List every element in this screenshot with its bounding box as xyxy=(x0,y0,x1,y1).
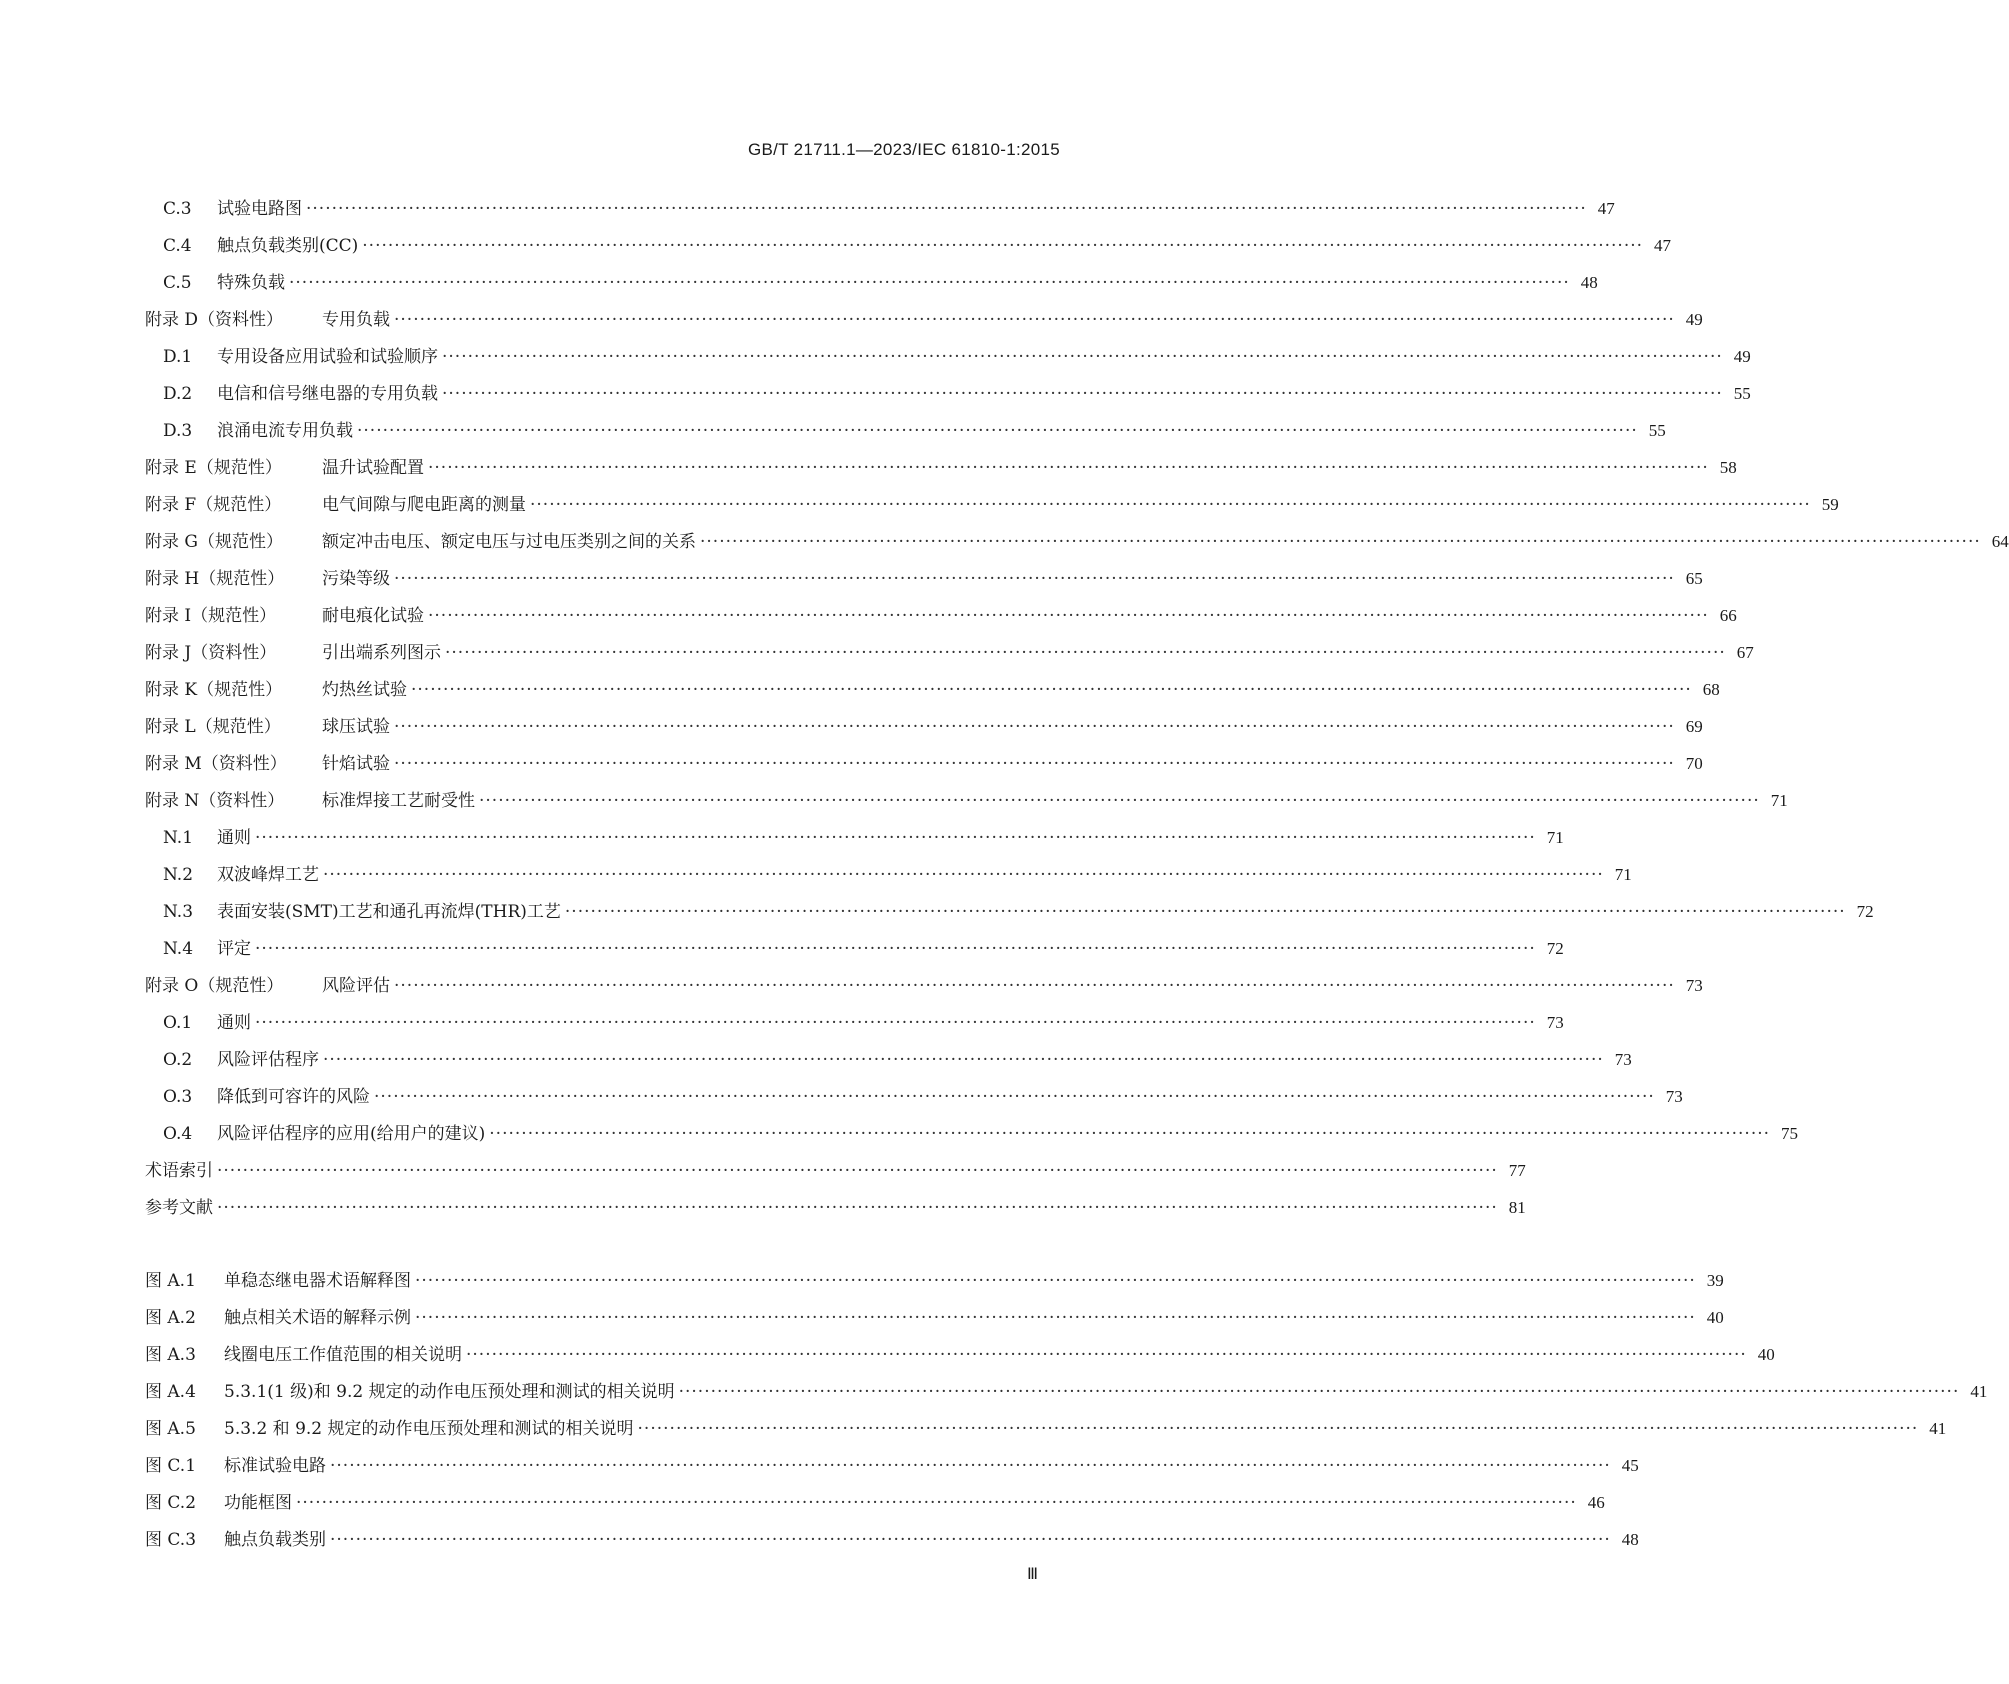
dot-leader: ········································································································································································································ xyxy=(442,347,1723,367)
dot-leader: ········································································································································································································ xyxy=(479,791,1760,811)
dot-leader: ········································································································································································································ xyxy=(306,199,1587,219)
toc-entry-page: 48 xyxy=(1580,273,1598,292)
toc-entry-title: 标准焊接工艺耐受性 xyxy=(322,791,475,811)
dot-leader: ········································································································································································································ xyxy=(394,754,1675,774)
toc-entry[interactable] xyxy=(145,190,1615,227)
figure-list-entry[interactable] xyxy=(145,1447,1639,1484)
toc-entry-title: 风险评估程序的应用(给用户的建议) xyxy=(217,1124,486,1144)
toc-entry-page: 67 xyxy=(1736,643,1754,662)
toc-entry-title: 5.3.1(1 级)和 9.2 规定的动作电压预处理和测试的相关说明 xyxy=(224,1382,675,1402)
toc-entry-page: 55 xyxy=(1733,384,1751,403)
dot-leader: ········································································································································································································ xyxy=(362,236,1644,256)
toc-entry-page: 64 xyxy=(1991,532,2009,551)
toc-entry-label: 图 C.2 xyxy=(145,1493,197,1513)
toc-entry-page: 72 xyxy=(1856,902,1874,921)
toc-entry-label: N.2 xyxy=(163,865,194,885)
toc-entry[interactable] xyxy=(145,782,1788,819)
toc-entry-title: 参考文献 xyxy=(145,1198,213,1218)
figure-list-entry[interactable] xyxy=(145,1336,1775,1373)
toc-entry[interactable] xyxy=(145,523,2009,560)
dot-leader: ········································································································································································································ xyxy=(357,421,1638,441)
toc-entry-title: 5.3.2 和 9.2 规定的动作电压预处理和测试的相关说明 xyxy=(224,1419,634,1439)
toc-entry-title: 球压试验 xyxy=(322,717,390,737)
toc-entry-label: N.4 xyxy=(163,939,194,959)
toc-entry-title: 电气间隙与爬电距离的测量 xyxy=(322,495,526,515)
toc-entry-label: D.3 xyxy=(163,421,193,441)
figure-list-entry[interactable] xyxy=(145,1410,1947,1447)
toc-entry-title: 风险评估程序 xyxy=(217,1050,319,1070)
toc-entry[interactable] xyxy=(145,856,1632,893)
toc-entry-title: 温升试验配置 xyxy=(322,458,424,478)
toc-entry-page: 81 xyxy=(1508,1198,1526,1217)
toc-entry-title: 触点负载类别(CC) xyxy=(217,236,359,256)
toc-entry-title: 特殊负载 xyxy=(217,273,285,293)
dot-leader: ········································································································································································································ xyxy=(415,1308,1696,1328)
toc-entry[interactable] xyxy=(145,449,1737,486)
dot-leader: ········································································································································································································ xyxy=(323,1050,1604,1070)
dot-leader: ········································································································································································································ xyxy=(428,458,1709,478)
toc-entry-label: N.1 xyxy=(163,828,194,848)
toc-entry-page: 47 xyxy=(1654,236,1672,255)
toc-entry-title: 针焰试验 xyxy=(322,754,390,774)
toc-entry-page: 55 xyxy=(1648,421,1666,440)
dot-leader: ········································································································································································································ xyxy=(394,976,1675,996)
toc-entry-label: C.3 xyxy=(163,199,192,219)
toc-entry[interactable] xyxy=(145,634,1754,671)
toc-entry-title: 专用负载 xyxy=(322,310,390,330)
dot-leader: ········································································································································································································ xyxy=(330,1530,1611,1550)
toc-entry-label: 附录 D（资料性） xyxy=(145,310,284,330)
toc-entry-label: O.2 xyxy=(163,1050,193,1070)
toc-entry-title: 评定 xyxy=(217,939,251,959)
toc-entry-label: O.1 xyxy=(163,1013,193,1033)
toc-entry-title: 灼热丝试验 xyxy=(322,680,407,700)
toc-entry-label: 图 A.4 xyxy=(145,1382,196,1402)
toc-entry-page: 77 xyxy=(1508,1161,1526,1180)
toc-entry[interactable] xyxy=(145,708,1703,745)
toc-entry-label: 附录 J（资料性） xyxy=(145,643,277,663)
dot-leader: ········································································································································································································ xyxy=(374,1087,1655,1107)
toc-entry-title: 线圈电压工作值范围的相关说明 xyxy=(224,1345,462,1365)
dot-leader: ········································································································································································································ xyxy=(394,717,1675,737)
toc-entry-label: 图 C.1 xyxy=(145,1456,197,1476)
dot-leader: ········································································································································································································ xyxy=(489,1124,1771,1144)
toc-entry-label: 附录 N（资料性） xyxy=(145,791,285,811)
toc-entry[interactable] xyxy=(145,560,1703,597)
toc-entry[interactable] xyxy=(145,486,1839,523)
toc-entry-page: 58 xyxy=(1719,458,1737,477)
dot-leader: ········································································································································································································ xyxy=(217,1161,1498,1181)
toc-entry-label: 附录 L（规范性） xyxy=(145,717,281,737)
toc-entry-label: 图 A.1 xyxy=(145,1271,196,1291)
figure-list-entry[interactable] xyxy=(145,1299,1724,1336)
dot-leader: ········································································································································································································ xyxy=(428,606,1709,626)
toc-entry-title: 表面安装(SMT)工艺和通孔再流焊(THR)工艺 xyxy=(217,902,561,922)
table-of-contents xyxy=(145,190,2009,1558)
dot-leader: ········································································································································································································ xyxy=(394,569,1675,589)
toc-entry-title: 降低到可容许的风险 xyxy=(217,1087,370,1107)
toc-entry-page: 73 xyxy=(1665,1087,1683,1106)
dot-leader: ········································································································································································································ xyxy=(296,1493,1577,1513)
toc-entry-title: 浪涌电流专用负载 xyxy=(217,421,353,441)
toc-entry[interactable] xyxy=(145,893,1874,930)
toc-entry[interactable] xyxy=(145,1078,1683,1115)
toc-entry-label: O.3 xyxy=(163,1087,193,1107)
toc-entry-page: 49 xyxy=(1685,310,1703,329)
toc-entry-title: 引出端系列图示 xyxy=(322,643,441,663)
toc-entry-label: 附录 E（规范性） xyxy=(145,458,282,478)
toc-entry-title: 试验电路图 xyxy=(217,199,302,219)
toc-entry[interactable] xyxy=(145,597,1737,634)
dot-leader: ········································································································································································································ xyxy=(564,902,1846,922)
toc-entry-label: C.4 xyxy=(163,236,192,256)
toc-entry[interactable] xyxy=(145,745,1703,782)
toc-entry-label: D.2 xyxy=(163,384,193,404)
dot-leader: ········································································································································································································ xyxy=(442,384,1723,404)
figure-list-entry[interactable] xyxy=(145,1373,1988,1410)
dot-leader: ········································································································································································································ xyxy=(394,310,1675,330)
toc-entry-label: 附录 O（规范性） xyxy=(145,976,284,996)
toc-entry-page: 72 xyxy=(1546,939,1564,958)
toc-entry-page: 73 xyxy=(1614,1050,1632,1069)
toc-entry-title: 术语索引 xyxy=(145,1161,213,1181)
toc-entry-page: 66 xyxy=(1719,606,1737,625)
dot-leader: ········································································································································································································ xyxy=(678,1382,1960,1402)
toc-entry-page: 39 xyxy=(1706,1271,1724,1290)
toc-entry-page: 73 xyxy=(1685,976,1703,995)
toc-entry-page: 71 xyxy=(1546,828,1564,847)
toc-entry-label: O.4 xyxy=(163,1124,193,1144)
dot-leader: ········································································································································································································ xyxy=(289,273,1570,293)
toc-entry-title: 风险评估 xyxy=(322,976,390,996)
toc-entry-page: 71 xyxy=(1770,791,1788,810)
toc-entry-title: 通则 xyxy=(217,1013,251,1033)
toc-entry-title: 触点负载类别 xyxy=(224,1530,326,1550)
toc-entry-page: 40 xyxy=(1706,1308,1724,1327)
toc-entry-title: 功能框图 xyxy=(224,1493,292,1513)
dot-leader: ········································································································································································································ xyxy=(255,1013,1536,1033)
dot-leader: ········································································································································································································ xyxy=(700,532,1981,552)
toc-entry-label: 图 C.3 xyxy=(145,1530,197,1550)
toc-entry-page: 70 xyxy=(1685,754,1703,773)
figure-list-entry[interactable] xyxy=(145,1262,1724,1299)
toc-entry-label: 附录 F（规范性） xyxy=(145,495,282,515)
toc-entry-label: 图 A.2 xyxy=(145,1308,196,1328)
toc-entry-page: 65 xyxy=(1685,569,1703,588)
toc-entry-label: 附录 K（规范性） xyxy=(145,680,283,700)
toc-entry[interactable] xyxy=(145,967,1703,1004)
toc-entry-page: 75 xyxy=(1781,1124,1799,1143)
toc-entry-page: 69 xyxy=(1685,717,1703,736)
toc-entry-label: 附录 G（规范性） xyxy=(145,532,283,552)
figure-list-entry[interactable] xyxy=(145,1521,1639,1558)
toc-entry-label: 附录 M（资料性） xyxy=(145,754,287,774)
toc-entry-title: 专用设备应用试验和试验顺序 xyxy=(217,347,438,367)
toc-entry[interactable] xyxy=(145,227,1672,264)
toc-entry-title: 额定冲击电压、额定电压与过电压类别之间的关系 xyxy=(322,532,696,552)
dot-leader: ········································································································································································································ xyxy=(466,1345,1747,1365)
toc-entry-title: 耐电痕化试验 xyxy=(322,606,424,626)
dot-leader: ········································································································································································································ xyxy=(415,1271,1696,1291)
toc-entry[interactable] xyxy=(145,1041,1632,1078)
toc-entry-title: 触点相关术语的解释示例 xyxy=(224,1308,411,1328)
toc-entry-page: 48 xyxy=(1621,1530,1639,1549)
toc-entry-label: 附录 H（规范性） xyxy=(145,569,285,589)
toc-entry-page: 49 xyxy=(1733,347,1751,366)
toc-entry[interactable] xyxy=(145,671,1720,708)
dot-leader: ········································································································································································································ xyxy=(255,939,1536,959)
toc-entry-page: 73 xyxy=(1546,1013,1564,1032)
toc-entry-title: 电信和信号继电器的专用负载 xyxy=(217,384,438,404)
toc-entry-label: D.1 xyxy=(163,347,193,367)
dot-leader: ········································································································································································································ xyxy=(217,1198,1498,1218)
toc-entry-page: 71 xyxy=(1614,865,1632,884)
toc-entry-title: 标准试验电路 xyxy=(224,1456,326,1476)
toc-entry-page: 45 xyxy=(1621,1456,1639,1475)
toc-entry-page: 40 xyxy=(1757,1345,1775,1364)
dot-leader: ········································································································································································································ xyxy=(330,1456,1611,1476)
toc-gap xyxy=(145,1226,1061,1262)
toc-entry-label: C.5 xyxy=(163,273,192,293)
toc-entry-page: 41 xyxy=(1929,1419,1947,1438)
dot-leader: ········································································································································································································ xyxy=(637,1419,1919,1439)
toc-entry-page: 46 xyxy=(1587,1493,1605,1512)
dot-leader: ········································································································································································································ xyxy=(530,495,1811,515)
toc-entry-page: 68 xyxy=(1702,680,1720,699)
toc-entry[interactable] xyxy=(145,301,1703,338)
toc-entry[interactable] xyxy=(145,264,1598,301)
dot-leader: ········································································································································································································ xyxy=(323,865,1604,885)
toc-entry[interactable] xyxy=(145,375,1751,412)
toc-entry-label: 图 A.5 xyxy=(145,1419,196,1439)
toc-entry-page: 59 xyxy=(1821,495,1839,514)
toc-entry[interactable] xyxy=(145,412,1666,449)
toc-entry-label: 图 A.3 xyxy=(145,1345,196,1365)
dot-leader: ········································································································································································································ xyxy=(411,680,1692,700)
dot-leader: ········································································································································································································ xyxy=(255,828,1536,848)
toc-entry-label: N.3 xyxy=(163,902,194,922)
toc-entry[interactable] xyxy=(145,338,1751,375)
figure-list-entry[interactable] xyxy=(145,1484,1605,1521)
toc-entry[interactable] xyxy=(145,819,1564,856)
toc-entry-title: 污染等级 xyxy=(322,569,390,589)
standard-header: GB/T 21711.1—2023/IEC 61810-1:2015 xyxy=(747,140,1060,159)
toc-entry[interactable] xyxy=(145,1004,1564,1041)
page-number: Ⅲ xyxy=(1026,1566,1038,1583)
toc-entry-label: 附录 I（规范性） xyxy=(145,606,277,626)
toc-entry[interactable] xyxy=(145,1189,1526,1226)
toc-entry-page: 47 xyxy=(1597,199,1615,218)
toc-entry-title: 单稳态继电器术语解释图 xyxy=(224,1271,411,1291)
toc-entry[interactable] xyxy=(145,1115,1799,1152)
dot-leader: ········································································································································································································ xyxy=(445,643,1726,663)
toc-entry[interactable] xyxy=(145,1152,1526,1189)
toc-entry-page: 41 xyxy=(1970,1382,1988,1401)
toc-entry-title: 通则 xyxy=(217,828,251,848)
toc-entry[interactable] xyxy=(145,930,1564,967)
toc-entry-title: 双波峰焊工艺 xyxy=(217,865,319,885)
